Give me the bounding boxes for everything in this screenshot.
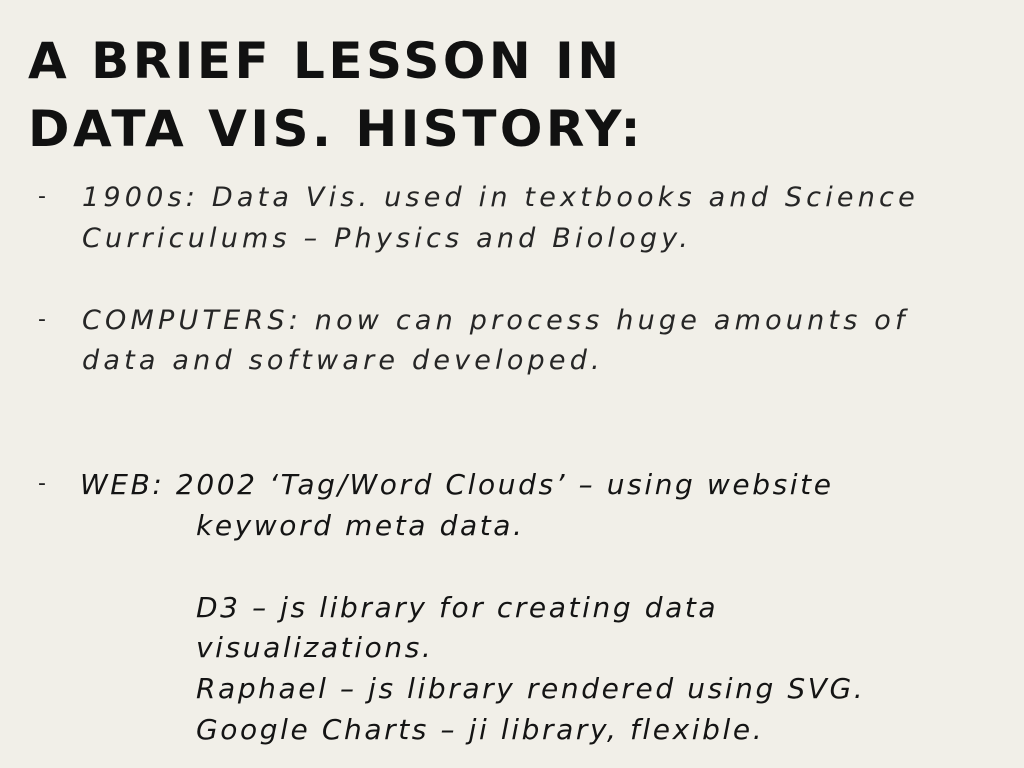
bullet-1-line-2: Curriculums – Physics and Biology. [82, 223, 693, 254]
bullet-3-line-2: keyword meta data. [196, 509, 525, 542]
bullet-2-line-2: data and software developed. [82, 345, 604, 376]
bullet-1-line-1: 1900s: Data Vis. used in textbooks and Science [82, 182, 919, 213]
slide-title-line-2: DATA VIS. HISTORY: [28, 100, 645, 158]
slide-title-line-1: A BRIEF LESSON IN [28, 32, 623, 90]
bullet-marker-1: - [38, 184, 46, 209]
bullet-3-line-5: Raphael – js library rendered using SVG. [196, 672, 866, 705]
bullet-3-line-3: D3 – js library for creating data [196, 591, 719, 624]
bullet-marker-3: - [38, 471, 46, 496]
bullet-2-line-1: COMPUTERS: now can process huge amounts of [82, 305, 909, 336]
bullet-3-line-6: Google Charts – ji library, flexible. [196, 713, 765, 746]
bullet-3-line-1: WEB: 2002 ‘Tag/Word Clouds’ – using website [80, 468, 834, 501]
bullet-3-line-4: visualizations. [196, 631, 434, 664]
bullet-marker-2: - [38, 307, 46, 332]
